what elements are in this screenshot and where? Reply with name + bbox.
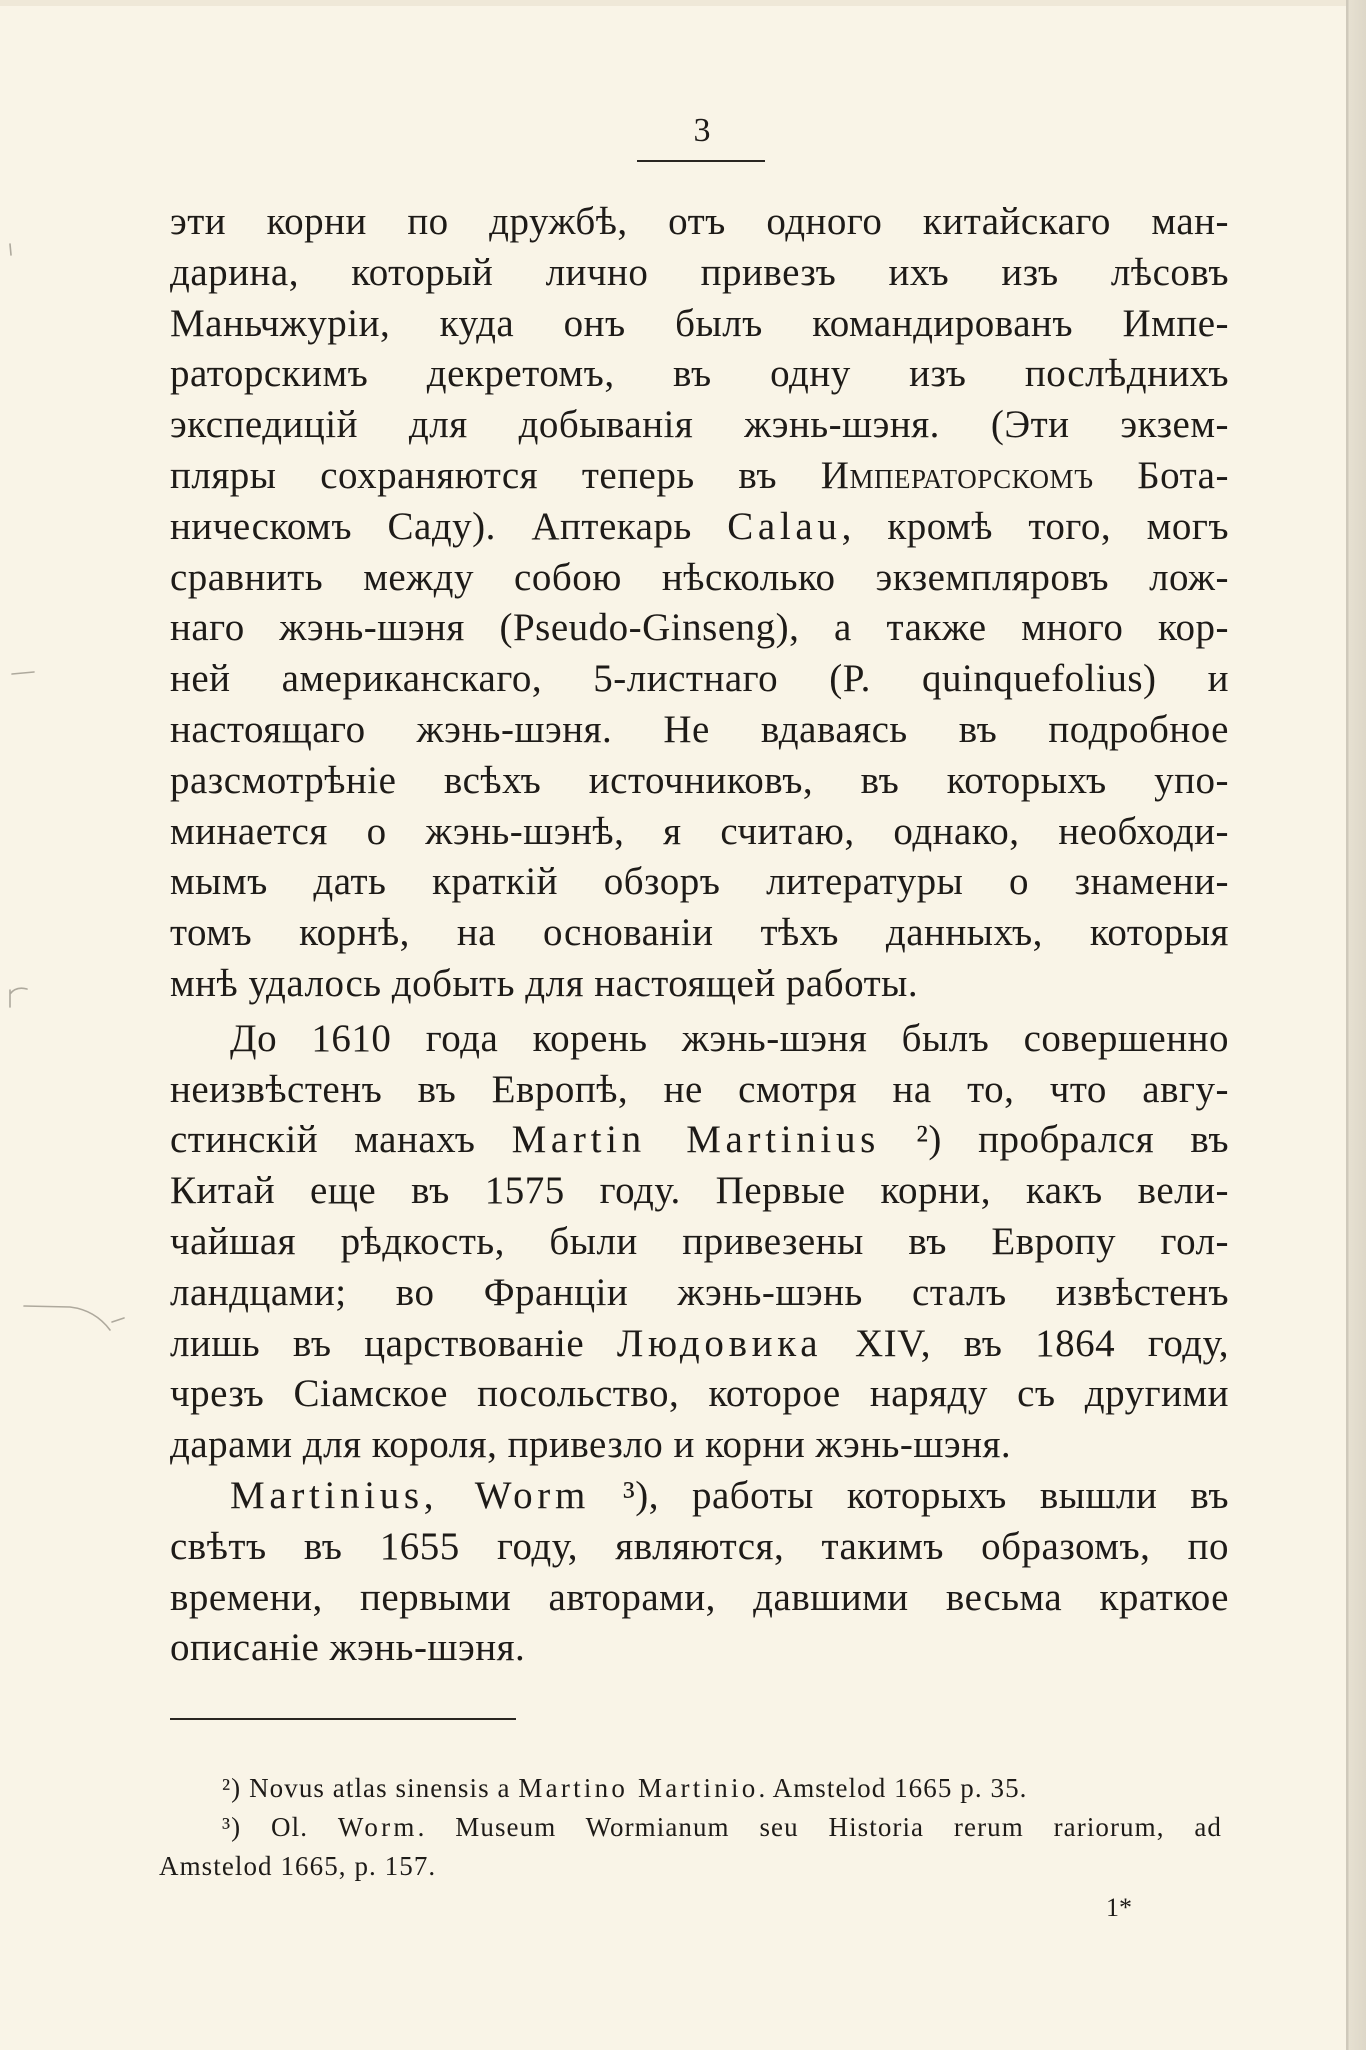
footnotes (159, 1769, 1222, 1886)
footnote-rule (170, 1718, 516, 1720)
text-line: экспедицій для добыванія жэнь-шэня. (Эти экзем- (170, 403, 1229, 447)
text-line (170, 1319, 1229, 1370)
text-line (170, 502, 1229, 553)
text-segment: стинскій манахъ (170, 1118, 512, 1162)
text-segment: . Museum Wormianum seu Historia rerum rariorum, ad (417, 1812, 1222, 1842)
text-segment: , кромѣ того, могъ (841, 504, 1229, 548)
paragraph (170, 197, 1229, 1010)
margin-curve-mark (24, 1306, 124, 1330)
text-line: Маньчжуріи, куда онъ былъ командированъ Импе- (170, 301, 1229, 345)
text-line: мымъ дать краткій обзоръ литературы о знамени- (170, 860, 1229, 904)
margin-marks (0, 0, 140, 1400)
text-line: времени, первыми авторами, давшими весьма краткое (170, 1575, 1229, 1619)
footnote (159, 1769, 1222, 1808)
spaced-text: Calau (727, 504, 842, 548)
page-number: 3 (693, 112, 711, 149)
text-line: До 1610 года корень жэнь-шэня былъ совершенно (230, 1016, 1229, 1060)
footnote-line: Amstelod 1665, p. 157. (159, 1851, 437, 1881)
text-line: настоящаго жэнь-шэня. Не вдаваясь въ подробное (170, 707, 1229, 751)
text-segment: пляры сохраняются теперь въ (170, 453, 821, 497)
text-line: дарина, который лично привезъ ихъ изъ лѣсовъ (170, 250, 1229, 294)
text-line: свѣтъ въ 1655 году, являются, такимъ образомъ, по (170, 1524, 1229, 1568)
text-line: томъ корнѣ, на основаніи тѣхъ данныхъ, которыя (170, 911, 1229, 955)
text-segment: . Amstelod 1665 p. 35. (758, 1773, 1028, 1803)
text-line: чрезъ Сіамское посольство, которое наряду съ другими (170, 1372, 1229, 1416)
text-line: описаніе жэнь-шэня. (170, 1626, 526, 1670)
margin-dash-mark (12, 672, 34, 674)
spaced-text: Людовика (616, 1321, 823, 1365)
text-line: наго жэнь-шэня (Pseudo-Ginseng), а также много кор- (170, 606, 1229, 650)
text-segment: Бота- (1093, 453, 1229, 497)
text-segment: ³), работы которыхъ вышли въ (589, 1473, 1229, 1517)
footnote (159, 1808, 1222, 1886)
text-line: сравнить между собою нѣсколько экземпляровъ лож- (170, 555, 1229, 599)
text-line: разсмотрѣніе всѣхъ источниковъ, въ которыхъ упо- (170, 758, 1229, 802)
text-line: дарами для короля, привезло и корни жэнь-шэня. (170, 1423, 1012, 1467)
spaced-text: Martino Martinio (518, 1773, 759, 1803)
footnote-line (159, 1769, 1222, 1808)
text-segment: XIV, въ 1864 году, (822, 1321, 1229, 1365)
text-segment: ническомъ Саду). Аптекарь (170, 504, 728, 548)
spaced-text: Martinius, Worm (230, 1473, 590, 1517)
text-line: чайшая рѣдкость, были привезены въ Европу гол- (170, 1219, 1229, 1263)
page-top-edge (0, 0, 1366, 6)
text-segment: ²) пробрался въ (879, 1118, 1229, 1162)
text-segment: ²) Novus atlas sinensis a (222, 1773, 519, 1803)
text-line: ландцами; во Франціи жэнь-шэнь сталъ извѣстенъ (170, 1270, 1229, 1314)
signature-mark: 1* (1106, 1893, 1132, 1922)
paragraph (170, 1014, 1229, 1471)
spaced-text: Martin Martinius (511, 1118, 880, 1162)
text-line (170, 1471, 1229, 1522)
text-line: неизвѣстенъ въ Европѣ, не смотря на то, что авгу- (170, 1067, 1229, 1111)
text-line: ней американскаго, 5-листнаго (P. quinquefolius) и (170, 657, 1229, 701)
text-line: раторскимъ декретомъ, въ одну изъ послѣднихъ (170, 352, 1229, 396)
text-segment: ³) Ol. (222, 1812, 338, 1842)
text-line: эти корни по дружбѣ, отъ одного китайскаго ман- (170, 200, 1229, 243)
footnote-line (159, 1808, 1222, 1847)
paragraph (170, 1471, 1229, 1674)
body-text (170, 197, 1229, 1674)
text-line: Китай еще въ 1575 году. Первые корни, какъ вели- (170, 1169, 1229, 1213)
page-edge (1346, 0, 1366, 2050)
text-segment: лишь въ царствованіе (170, 1321, 617, 1365)
text-line (170, 1115, 1229, 1166)
header-rule (637, 160, 765, 162)
small-caps-text: Императорскомъ (820, 453, 1094, 497)
text-line: минается о жэнь-шэнѣ, я считаю, однако, необходи- (170, 809, 1229, 853)
margin-hook-mark (10, 988, 27, 1007)
text-line: мнѣ удалось добыть для настоящей работы. (170, 961, 919, 1005)
spaced-text: Worm (337, 1812, 418, 1842)
margin-tick-mark (10, 244, 11, 255)
text-line (170, 451, 1229, 502)
